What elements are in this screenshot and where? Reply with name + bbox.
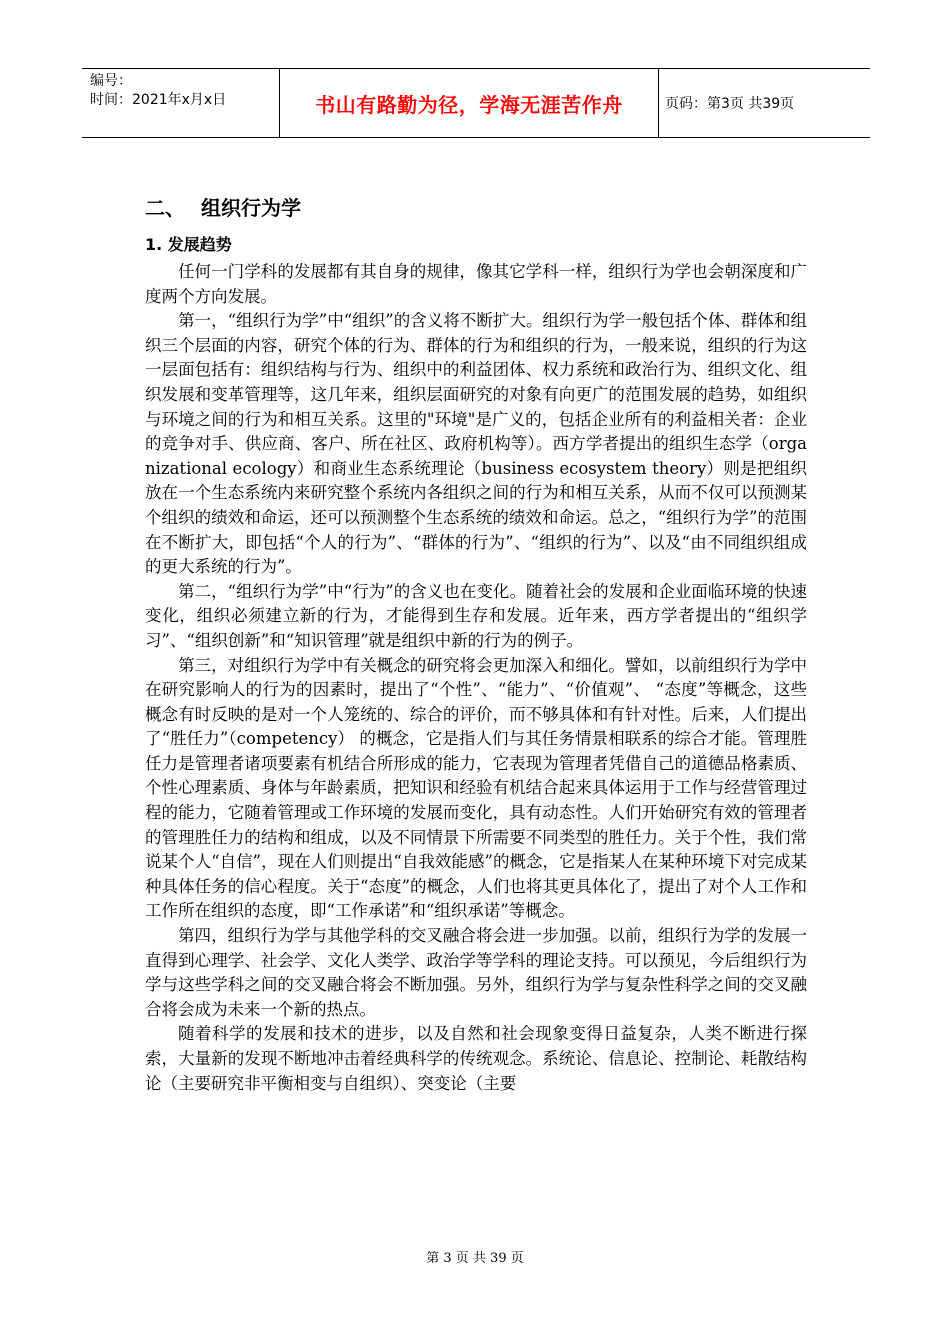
document-time-label: 时间：2021年x月x日 <box>90 92 227 108</box>
section-heading <box>145 192 807 224</box>
header-page-info: 页码：第3页 共39页 <box>665 96 795 112</box>
document-number-label: 编号： <box>90 73 132 89</box>
section-number: 二、 <box>145 196 185 220</box>
document-body <box>145 192 807 1096</box>
paragraph: 第四，组织行为学与其他学科的交叉融合将会进一步加强。以前，组织行为学的发展一直得到心理学、社会学、文化人类学、政治学等学科的理论支持。可以预见，今后组织行为学与这些学科之间的交叉融合将会不断加强。另外，组织行为学与复杂性科学之间的交叉融合将会成为未来一个新的热点。 <box>145 926 807 1019</box>
paragraph: 第一，“组织行为学”中“组织”的含义将不断扩大。组织行为学一般包括个体、群体和组织三个层面的内容，研究个体的行为、群体的行为和组织的行为，一般来说，组织的行为这一层面包括有：组织结构与行为、组织中的利益团体、权力系统和政治行为、组织文化、组织发展和变革管理等，这几年来，组织层面研究的对象有向更广的范围发展的趋势，如组织与环境之间的行为和相互关系。这里的"环境"是广义的，包括企业所有的利益相关者：企业的竞争对手、供应商、客户、所在社区、政府机构等）。西方学者提出的组织生态学（organizational ecology）和商业生态系统理论（business ecosystem theory）则是把组织放在一个生态系统内来研究整个系统内各组织之间的行为和相互关系，从而不仅可以预测某个组织的绩效和命运，还可以预测整个生态系统的绩效和命运。总之，“组织行为学”的范围在不断扩大，即包括“个人的行为”、“群体的行为”、“组织的行为”、以及“由不同组织组成的更大系统的行为”。 <box>145 311 807 577</box>
paragraph: 随着科学的发展和技术的进步，以及自然和社会现象变得日益复杂，人类不断进行探索，大量新的发现不断地冲击着经典科学的传统观念。系统论、信息论、控制论、耗散结构论（主要研究非平衡相变与自组织）、突变论（主要 <box>145 1024 807 1093</box>
section-title: 组织行为学 <box>201 196 301 220</box>
subsection-heading: 1. 发展趋势 <box>145 235 232 254</box>
paragraph: 第三，对组织行为学中有关概念的研究将会更加深入和细化。譬如，以前组织行为学中在研究影响人的行为的因素时，提出了“个性”、“能力”、“价值观”、 “态度”等概念，这些概念有时反映的是对一个人笼统的、综合的评价，而不够具体和有针对性。后来，人们提出了“胜任力”（competency） 的概念，它是指人们与其任务情景相联系的综合才能。管理胜任力是管理者诸项要素有机结合所形成的能力，它表现为管理者凭借自己的道德品格素质、个性心理素质、身体与年龄素质，把知识和经验有机结合起来具体运用于工作与经营管理过程的能力，它随着管理或工作环境的发展而变化，具有动态性。人们开始研究有效的管理者的管理胜任力的结构和组成，以及不同情景下所需要不同类型的胜任力。关于个性，我们常说某个人“自信”，现在人们则提出“自我效能感”的概念，它是指某人在某种环境下对完成某种具体任务的信心程度。关于“态度”的概念，人们也将其更具体化了，提出了对个人工作和工作所在组织的态度，即“工作承诺”和“组织承诺”等概念。 <box>145 655 807 921</box>
page-header <box>82 68 870 138</box>
paragraph: 第二，“组织行为学”中“行为”的含义也在变化。随着社会的发展和企业面临环境的快速变化，组织必须建立新的行为，才能得到生存和发展。近年来，西方学者提出的“组织学习”、“组织创新”和“知识管理”就是组织中新的行为的例子。 <box>145 581 807 650</box>
page-footer: 第 3 页 共 39 页 <box>426 1251 524 1266</box>
header-meta <box>82 69 280 137</box>
header-motto: 书山有路勤为径，学海无涯苦作舟 <box>280 69 659 137</box>
paragraph: 任何一门学科的发展都有其自身的规律，像其它学科一样，组织行为学也会朝深度和广度两个方向发展。 <box>145 262 807 306</box>
